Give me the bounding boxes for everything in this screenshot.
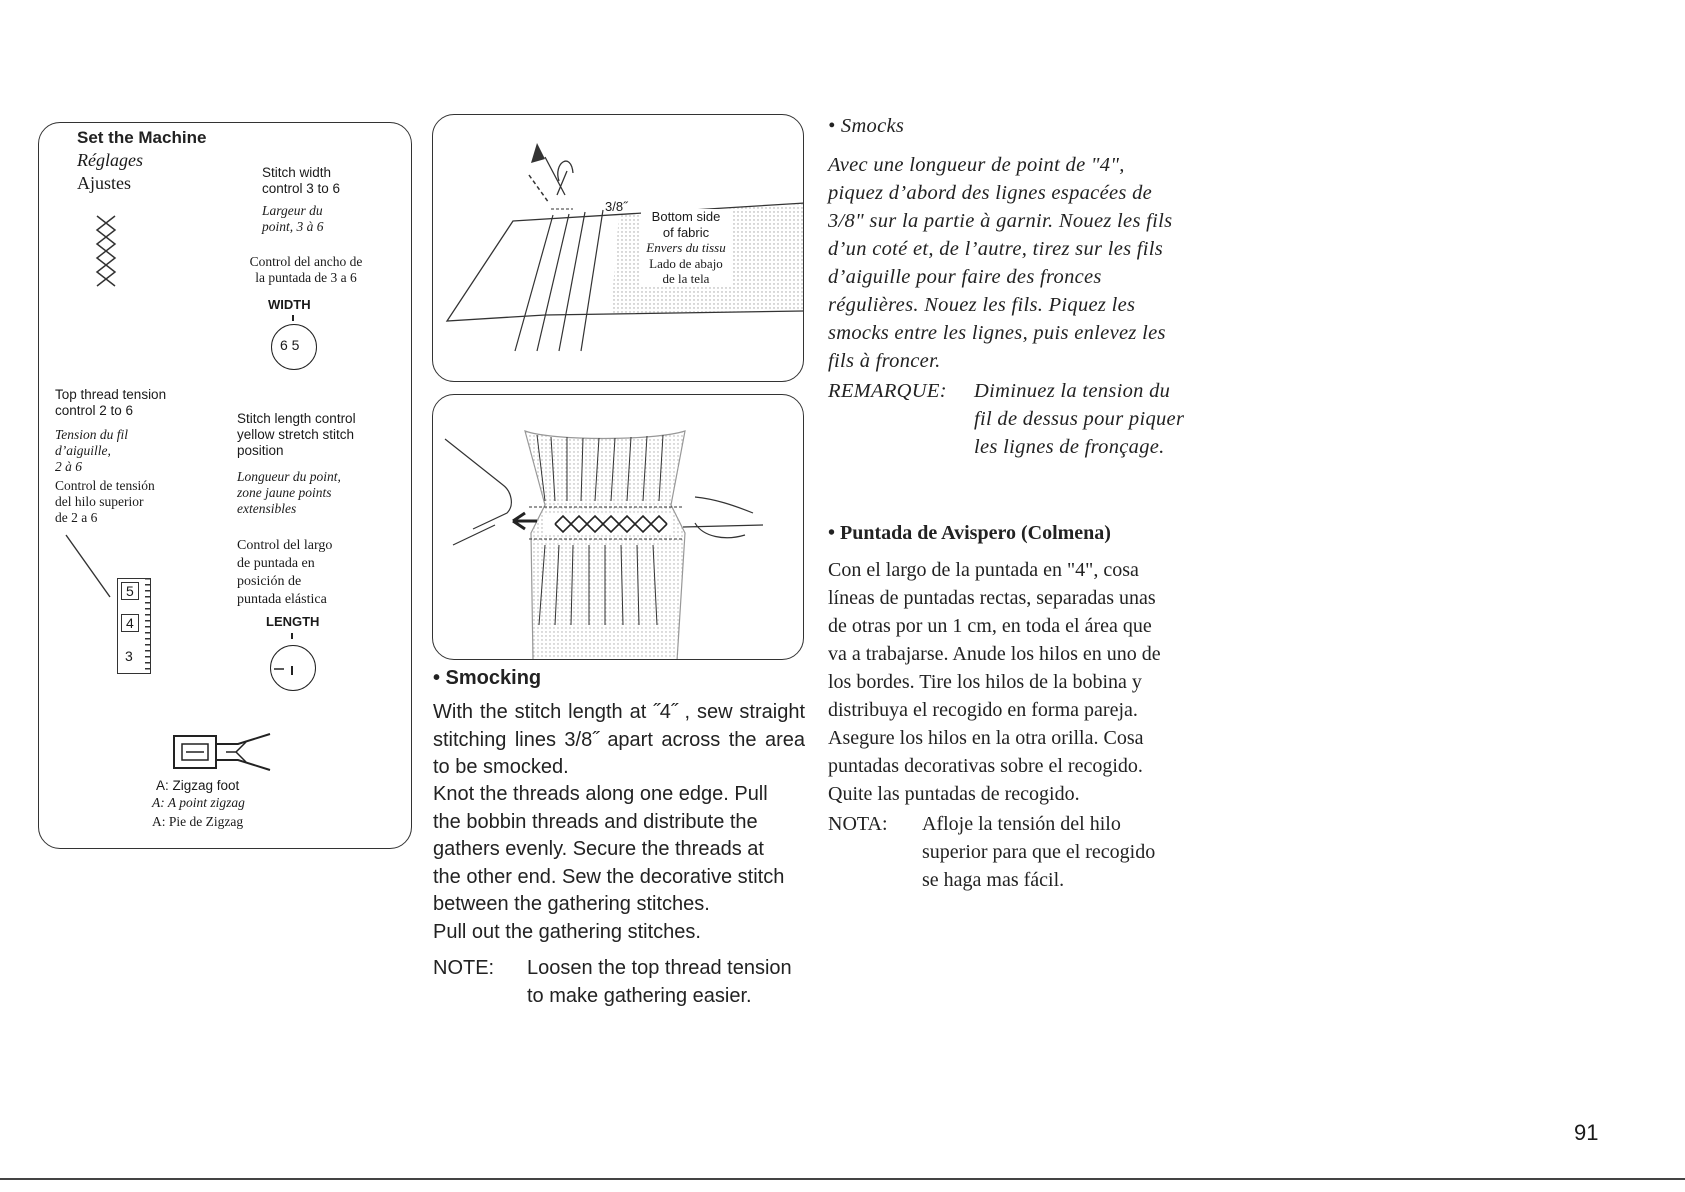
smocked-fabric-drawing [433,395,804,660]
length-control-es: Control del largo de puntada en posición de puntada elástica [237,538,333,607]
label-bottom-side: Bottom side [651,209,721,224]
bottom-rule [0,1178,1685,1180]
english-paragraph: With the stitch length at ˝4˝ , sew straight stitching lines 3/8˝ apart across the area to be smocked. [433,701,805,778]
foot-label-fr: A: A point zigzag [152,795,245,810]
english-note-text: Loosen the top thread tension to make gathering easier. [527,957,792,1007]
length-dial-marker-icon [274,660,312,678]
tension-control-en: Top thread tension control 2 to 6 [55,387,167,418]
spanish-note-text: Afloje la tensión del hilo superior para que el recogido se haga mas fácil. [922,813,1156,891]
fabric-side-labels [641,209,731,287]
gathering-lines-illustration [432,114,804,382]
tension-pointer-line [64,533,116,601]
settings-heading-es: Ajustes [77,173,131,193]
width-dial-value: 6 5 [280,337,300,353]
french-paragraph: Avec une longueur de point de "4", piquez d’abord des lignes espacées de 3/8" sur la partie à garnir. Nouez les fils d’un coté et, de l’autre, tirez sur les fils d’aiguille pour faire des fronces régulières. Nouez les fils. Piquez les smocks entre les lignes, puis enlevez les fils à froncer. [828,154,1173,372]
width-control-en: Stitch width control 3 to 6 [262,165,341,196]
english-heading: • Smocking [433,667,542,689]
length-indicator-mark [291,633,293,639]
settings-heading-fr: Réglages [77,150,143,170]
page-number: 91 [1574,1120,1599,1145]
tension-value-5: 5 [121,582,139,600]
length-label: LENGTH [266,614,320,629]
english-note-label: NOTE: [433,957,495,979]
tension-control-es: Control de tensión del hilo superior de 2 a 6 [55,478,155,525]
tension-control-fr: Tension du fil d’aiguille, 2 à 6 [55,427,129,474]
width-control-es: Control del ancho de la puntada de 3 a 6 [249,254,363,285]
label-lado: Lado de abajo [649,255,723,271]
label-envers: Envers du tissu [646,240,726,255]
label-de-la-tela: de la tela [662,271,710,286]
width-indicator-mark [292,315,294,321]
english-paragraph-3: Pull out the gathering stitches. [433,921,701,943]
width-label: WIDTH [268,297,311,312]
smocking-stitch-pattern-icon [93,214,121,288]
english-paragraph-2: Knot the threads along one edge. Pull the bobbin threads and distribute the gathers evenly. Secure the threads at the other end. Sew the decorative stitch between the gathering stitches. [433,783,785,915]
measure-label: 3/8˝ [605,199,628,214]
tension-dial-ticks [145,578,151,674]
tension-value-4: 4 [121,614,139,632]
spanish-note-label: NOTA: [828,813,888,835]
length-control-fr: Longueur du point, zone jaune points extensibles [237,469,341,516]
french-heading: • Smocks [828,115,905,137]
spanish-paragraph: Con el largo de la puntada en "4", cosa líneas de puntadas rectas, separadas unas de otras por un 1 cm, en toda el área que va a trabajarse. Anude los hilos en uno de los bordes. Tire los hilos de la bobina y distribuya el recogido en forma pareja. Asegure los hilos en la otra orilla. Cosa puntadas decorativas sobre el recogido. Quite las puntadas de recogido. [828,559,1161,805]
french-remark-label: REMARQUE: [828,380,947,402]
foot-label-es: A: Pie de Zigzag [152,814,244,829]
spanish-heading: • Puntada de Avispero (Colmena) [828,522,1111,544]
label-of-fabric: of fabric [662,224,710,240]
fabric-gathering-drawing [433,115,804,382]
length-control-en: Stitch length control yellow stretch stitch position [237,411,356,458]
width-control-fr: Largeur du point, 3 à 6 [262,203,324,234]
tension-value-3: 3 [125,648,133,664]
foot-label-en: A: Zigzag foot [156,778,240,793]
smocked-fabric-illustration [432,394,804,660]
zigzag-foot-icon [172,730,276,774]
french-remark-text: Diminuez la tension du fil de dessus pour piquer les lignes de fronçage. [974,380,1185,458]
settings-heading: Set the Machine [77,128,207,147]
